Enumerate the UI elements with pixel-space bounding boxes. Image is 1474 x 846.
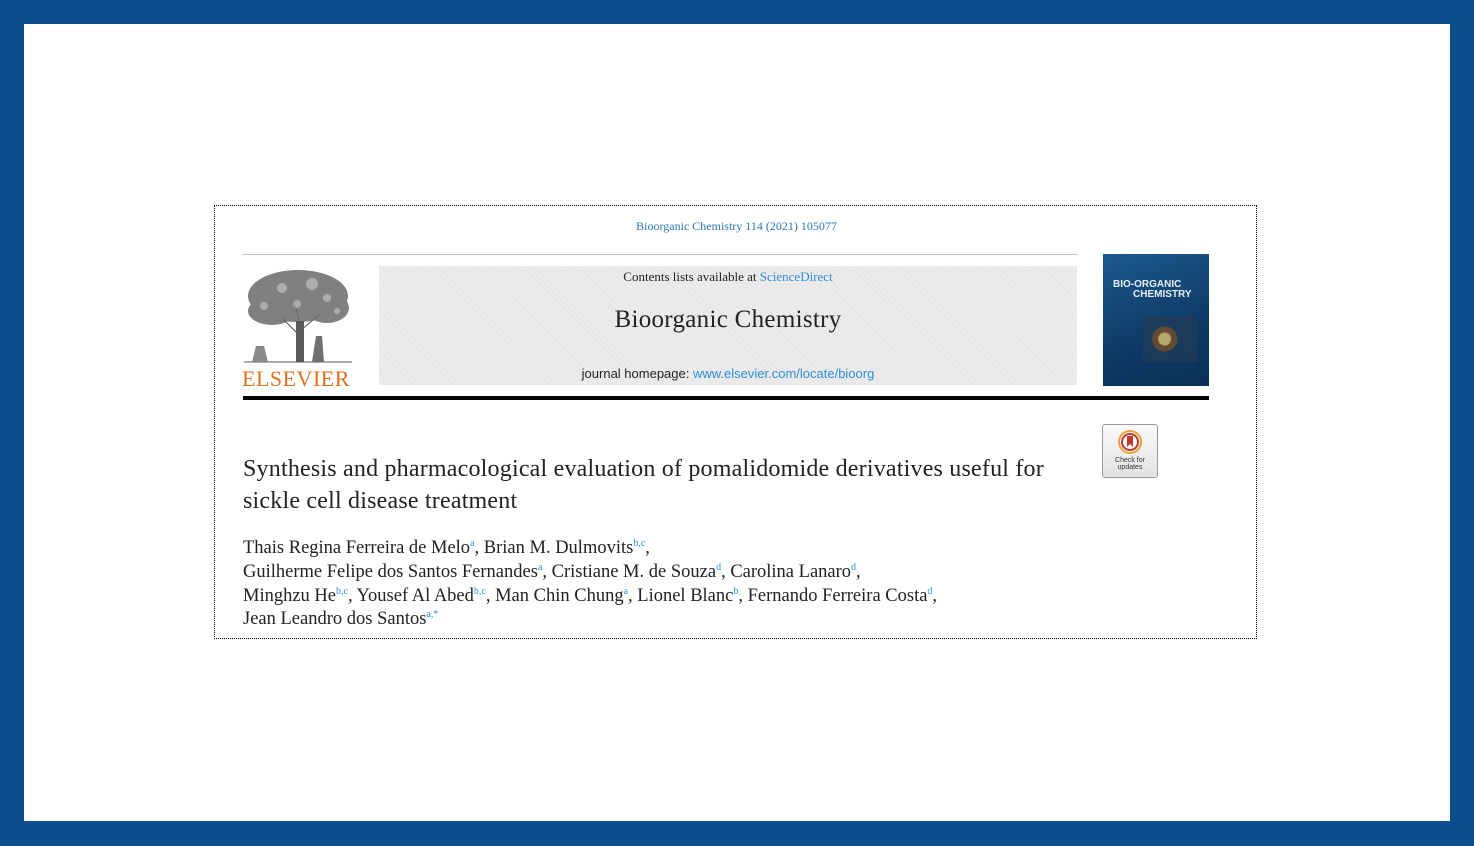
affiliation-marker[interactable]: d (851, 561, 857, 573)
cover-graphic (1143, 316, 1197, 362)
author-name[interactable]: Brian M. Dulmovits (483, 538, 634, 558)
badge-line1: Check for (1115, 457, 1145, 464)
cover-title-line1: BIO-ORGANIC (1113, 279, 1182, 290)
affiliation-marker[interactable]: b (733, 585, 739, 597)
journal-citation[interactable]: Bioorganic Chemistry 114 (2021) 105077 (636, 219, 837, 233)
author (637, 586, 747, 606)
affiliation-marker[interactable]: b,c (473, 585, 486, 597)
cover-title (1113, 280, 1203, 300)
homepage-label: journal homepage: (581, 366, 693, 381)
elsevier-tree-icon (242, 266, 354, 364)
author (243, 586, 357, 606)
contents-label: Contents lists available at (623, 269, 760, 284)
check-for-updates-label (1103, 457, 1157, 471)
author-name[interactable]: Fernando Ferreira Costa (747, 585, 928, 606)
journal-homepage (379, 366, 1077, 381)
author-separator: , (932, 585, 938, 606)
author-list (243, 537, 1143, 632)
author-separator: , (856, 561, 861, 582)
author-separator: , (645, 538, 650, 558)
affiliation-marker[interactable]: a (470, 537, 475, 549)
bookmark-icon (1118, 430, 1142, 454)
author-name[interactable]: Minghzu He (243, 585, 336, 606)
header-divider (243, 254, 1077, 255)
author (730, 562, 860, 582)
author-separator: , (542, 561, 552, 582)
contents-availability (379, 269, 1077, 285)
author (748, 586, 937, 606)
author-name[interactable]: Lionel Blanc (637, 585, 734, 606)
journal-cover-image[interactable] (1103, 254, 1209, 386)
author (243, 562, 552, 582)
author-name[interactable]: Jean Leandro dos Santos (243, 609, 427, 630)
author-name[interactable]: Guilherme Felipe dos Santos Fernandes (243, 561, 538, 582)
author-name[interactable]: Man Chin Chung (495, 585, 624, 606)
author-name[interactable]: Thais Regina Ferreira de Melo (243, 538, 471, 558)
elsevier-logo[interactable] (242, 266, 354, 391)
elsevier-wordmark: ELSEVIER (242, 366, 350, 391)
cover-title-line2: CHEMISTRY (1133, 289, 1192, 300)
author-separator: , (485, 585, 496, 606)
author-separator: , (628, 585, 638, 606)
journal-banner (379, 266, 1077, 385)
author-separator: , (474, 538, 484, 558)
article-header-clipping (214, 205, 1257, 639)
sciencedirect-link[interactable]: ScienceDirect (759, 269, 833, 284)
affiliation-marker[interactable]: a (623, 585, 629, 597)
author (495, 586, 637, 606)
homepage-link[interactable]: www.elsevier.com/locate/bioorg (692, 366, 875, 381)
article-title: Synthesis and pharmacological evaluation of pomalidomide derivatives useful for sickle cell disease treatment (243, 456, 1044, 514)
badge-line2: updates (1117, 464, 1143, 471)
affiliation-marker[interactable]: d (927, 585, 933, 597)
journal-title: Bioorganic Chemistry (614, 306, 842, 333)
affiliation-marker[interactable]: b,c (633, 537, 646, 549)
author-separator: , (738, 585, 748, 606)
author (357, 586, 496, 606)
check-for-updates-button[interactable] (1102, 424, 1158, 478)
affiliation-marker[interactable]: a (537, 561, 543, 573)
author-separator: , (721, 561, 731, 582)
author-name[interactable]: Yousef Al Abed (356, 585, 474, 606)
author-separator: , (347, 585, 357, 606)
author (243, 609, 438, 629)
header-thick-rule (243, 396, 1209, 400)
author (552, 562, 731, 582)
author (243, 538, 484, 558)
author (484, 538, 650, 558)
author-name[interactable]: Carolina Lanaro (730, 561, 852, 582)
affiliation-marker[interactable]: d (716, 561, 722, 573)
affiliation-marker[interactable]: a,* (426, 609, 439, 621)
affiliation-marker[interactable]: b,c (336, 585, 348, 597)
author-name[interactable]: Cristiane M. de Souza (551, 561, 717, 582)
